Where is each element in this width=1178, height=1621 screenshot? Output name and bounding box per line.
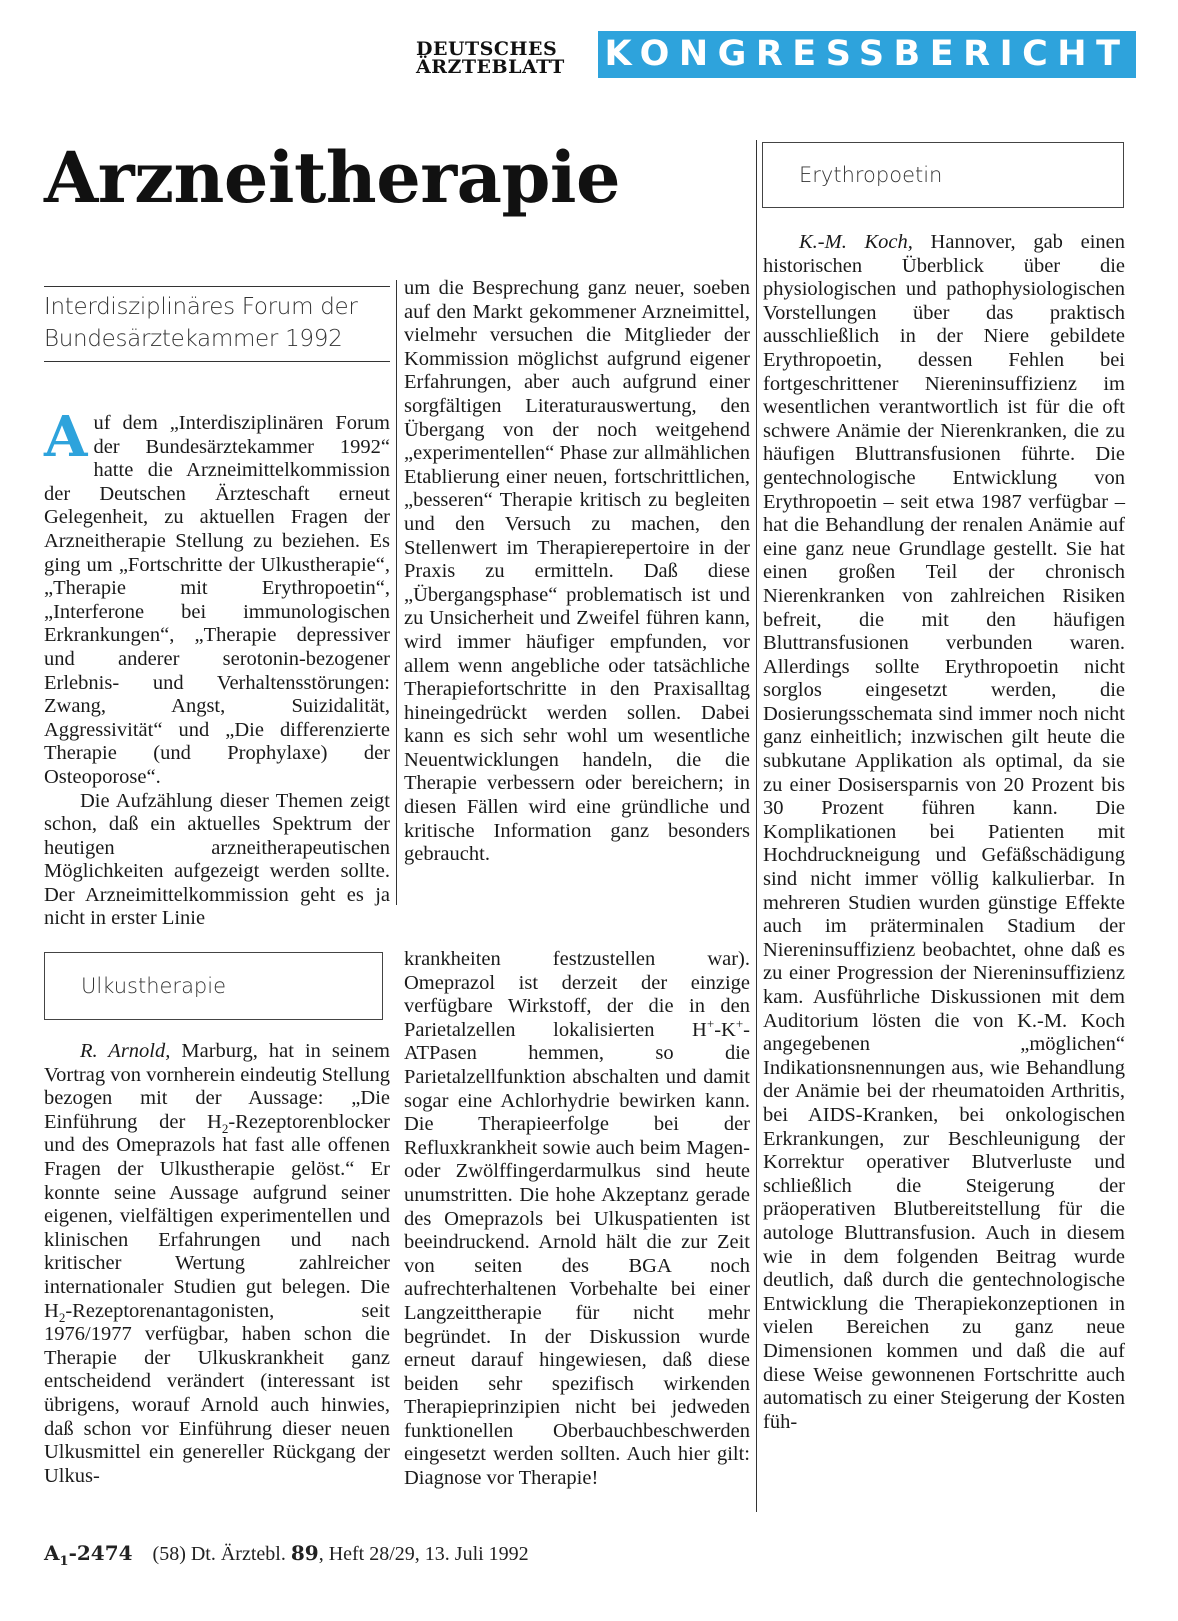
intro-paragraph-2: Die Aufzählung dieser Themen zeigt schon, daß ein aktuelles Spektrum der heutigen arzneitherapeutischen Möglichkeiten aufgezeigt werden sollte. Der Arzneimittelkommission geht es ja nicht in erster Linie: [44, 789, 390, 930]
page-title: Arzneitherapie: [44, 136, 621, 219]
section-banner: KONGRESSBERICHT: [598, 31, 1136, 78]
footer-citation-post: , Heft 28/29, 13. Juli 1992: [318, 1543, 529, 1565]
intro-paragraph-1-text: uf dem „Interdisziplinären Forum der Bundesärztekammer 1992“ hatte die Arzneimittelkommission der Deutschen Ärzteschaft erneut Gelegenheit, zu aktuellen Fragen der Arzneitherapie Stellung zu beziehen. Es ging um „Fortschritte der Ulkustherapie“, „Therapie mit Erythropoetin“, „Interferone bei immunologischen Erkrankungen“, „Therapie depressiver und anderer serotonin-bezogener Erlebnis- und Verhaltensstörungen: Zwang, Angst, Suizidalität, Aggressivität“ und „Die differenzierte Therapie (und Prophylaxe) der Osteoporose“.: [44, 412, 390, 788]
ulkus-text-f: -ATPasen hemmen, so die Parietalzellfunktion abschalten und damit sogar eine Achlorhydrie bewirken kann. Die Therapieerfolge bei der Refluxkrankheit sowie auch beim Magen- oder Zwölffingerdarmulkus sind heute unumstritten. Die hohe Akzeptanz gerade des Omeprazols bei Ulkuspatienten ist beeindruckend. Arnold hält die zur Zeit von seiten des BGA noch aufrechterhaltenen Vorbehalte bei einer Langzeittherapie für nicht mehr begründet. In der Diskussion wurde erneut darauf hingewiesen, daß diese beiden sehr spezifisch wirkenden Therapieprinzipien nicht bei jedweden funktionellen Oberbauchbeschwerden eingesetzt werden sollten. Auch hier gilt: Diagnose vor Therapie!: [404, 1018, 750, 1490]
author-koch: K.-M. Koch,: [799, 231, 913, 253]
subscript-2: 2: [221, 1120, 229, 1136]
column-rule-left: [396, 280, 397, 905]
journal-logo: [416, 40, 588, 76]
intro-column-2: [404, 277, 750, 867]
footer-page-code: $A_1-2474$: [44, 1541, 133, 1569]
ulkus-text-c: -Rezeptorenantagonisten, seit 1976/1977 verfügbar, haben schon die Therapie der Ulkuskrankheit ganz entscheidend verändert (interessant ist übrigens, worauf Arnold auch hinwies, daß schon vor Einführung dieser neuen Ulkusmittel ein genereller Rückgang der Ulkus-: [44, 1299, 390, 1487]
author-arnold: R. Arnold,: [80, 1040, 171, 1062]
drop-cap: A: [44, 404, 88, 470]
ulkus-column-2: [404, 948, 750, 1491]
subtitle-line-1: Interdisziplinäres Forum der: [44, 294, 358, 320]
ulkus-paragraph-1: [44, 1040, 390, 1488]
section-heading-ulkustherapie: [44, 952, 383, 1020]
footer-volume: 89: [290, 1541, 319, 1565]
subtitle: [44, 286, 390, 362]
ulkus-text-a: Marburg, hat in seinem Vortrag von vornherein eindeutig Stellung bezogen mit der Aussage: „Die Einführung der H: [44, 1040, 390, 1133]
intro-column-1: [44, 404, 390, 931]
intro-paragraph-3: um die Besprechung ganz neuer, soeben auf den Markt gekommener Arzneimittel, vielmehr versuchen die Mitglieder der Kommission möglichst aufgrund eigener Erfahrungen, aber auch aufgrund einer sorgfältigen Literaturauswertung, den Übergang von der noch weitgehend „experimentellen“ Phase zur allmählichen Etablierung einer neuen, fortschrittlichen, „besseren“ Therapie kritisch zu begleiten und den Versuch zu machen, den Stellenwert im Therapierepertoire in der Praxis zu ermitteln. Daß diese „Übergangsphase“ problematisch ist und zu Unsicherheit und Zweifel führen kann, wird immer häufiger empfunden, vor allem wenn angebliche oder tatsächliche Therapiefortschritte in den Praxisalltag hineingedrückt werden sollen. Dabei kann es sich sehr wohl um wesentliche Neuentwicklungen handeln, die die Therapie verbessern oder bereichern; in diesen Fällen wird eine gründliche und kritische Information ganz besonders gebraucht.: [404, 277, 750, 866]
section-heading-erythropoetin-label: Erythropoetin: [799, 163, 943, 187]
superscript-plus-2: +: [735, 1015, 744, 1031]
ulkus-text-e: -K: [714, 1018, 736, 1041]
erythropoetin-column: [763, 231, 1125, 1434]
logo-line-1: DEUTSCHES: [416, 38, 558, 60]
superscript-plus: +: [706, 1015, 715, 1031]
ulkus-text-d: krankheiten festzustellen war). Omeprazol ist derzeit der einzige verfügbare Wirkstoff, der die in den Parietalzellen lokalisierten H: [404, 948, 750, 1041]
footer-citation-pre: (58) Dt. Ärztebl.: [152, 1543, 286, 1565]
subscript-2b: 2: [58, 1309, 66, 1325]
section-heading-ulkustherapie-label: Ulkustherapie: [81, 974, 227, 998]
erythropoetin-paragraph: [763, 231, 1125, 1434]
column-rule-middle: [756, 140, 757, 1512]
erythropoetin-text: Hannover, gab einen historischen Überblick über die physiologischen und pathophysiologischen Vorstellungen über das praktisch ausschließlich in der Niere gebildete Erythropoetin, dessen Fehlen bei fortgeschrittener Niereninsuffizienz im wesentlichen verantwortlich ist für die oft schwere Anämie der Nierenkranken, die zu häufigen Bluttransfusionen führte. Die gentechnologische Entwicklung von Erythropoetin – seit etwa 1987 verfügbar – hat die Behandlung der renalen Anämie auf eine ganz neue Grundlage gestellt. Sie hat einen großen Teil der chronisch Nierenkranken von zahlreichen Risiken befreit, die mit den häufigen Bluttransfusionen verbunden waren. Allerdings sollte Erythropoetin nicht sorglos eingesetzt werden, die Dosierungsschemata sind immer noch nicht ganz einheitlich; inzwischen gilt heute die subkutane Applikation als optimal, da sie zu einer Dosisersparnis von 20 Prozent bis 30 Prozent führen kann. Die Komplikationen bei Patienten mit Hochdruckneigung und Gefäßschädigung sind nicht immer völlig kalkulierbar. In mehreren Studien wurden günstige Effekte auch im präterminalen Stadium der Niereninsuffizienz beobachtet, ohne daß es zu einer Progression der Niereninsuffizienz kam. Ausführliche Diskussionen mit dem Auditorium lösten die von K.-M. Koch angegebenen „möglichen“ Indikationsnennungen aus, wie Behandlung der Anämie bei der rheumatoiden Arthritis, bei AIDS-Kranken, bei onkologischen Erkrankungen, zur Beschleunigung der Korrektur operativer Blutverluste und schließlich die Steigerung der präoperativen Blutbereitstellung für die autologe Bluttransfusion. Auch in diesem wie in dem folgenden Beitrag wurde deutlich, daß durch die gentechnologische Entwicklung die Therapiekonzeptionen in vielen Bereichen zu ganz neue Dimensionen kommen und daß die auf diese Weise gewonnenen Fortschritte auch automatisch zu einer Steigerung der Kosten füh-: [763, 231, 1125, 1433]
intro-paragraph-1: [44, 404, 390, 790]
ulkus-text-b: -Rezeptorenblocker und des Omeprazols hat fast alle offenen Fragen der Ulkustherapie gelöst.“ Er konnte seine Aussage aufgrund seiner eigenen, vielfältigen experimentellen und klinischen Erfahrungen und nach kritischer Wertung zahlreicher internationaler Studien gut belegen. Die H: [44, 1110, 390, 1322]
ulkus-column-1: [44, 1040, 390, 1488]
ulkus-paragraph-2: [404, 948, 750, 1491]
subtitle-line-2: Bundesärztekammer 1992: [44, 326, 343, 352]
section-heading-erythropoetin: [762, 142, 1124, 208]
page-footer: [44, 1541, 529, 1569]
logo-line-2: ÄRZTEBLATT: [416, 56, 565, 78]
